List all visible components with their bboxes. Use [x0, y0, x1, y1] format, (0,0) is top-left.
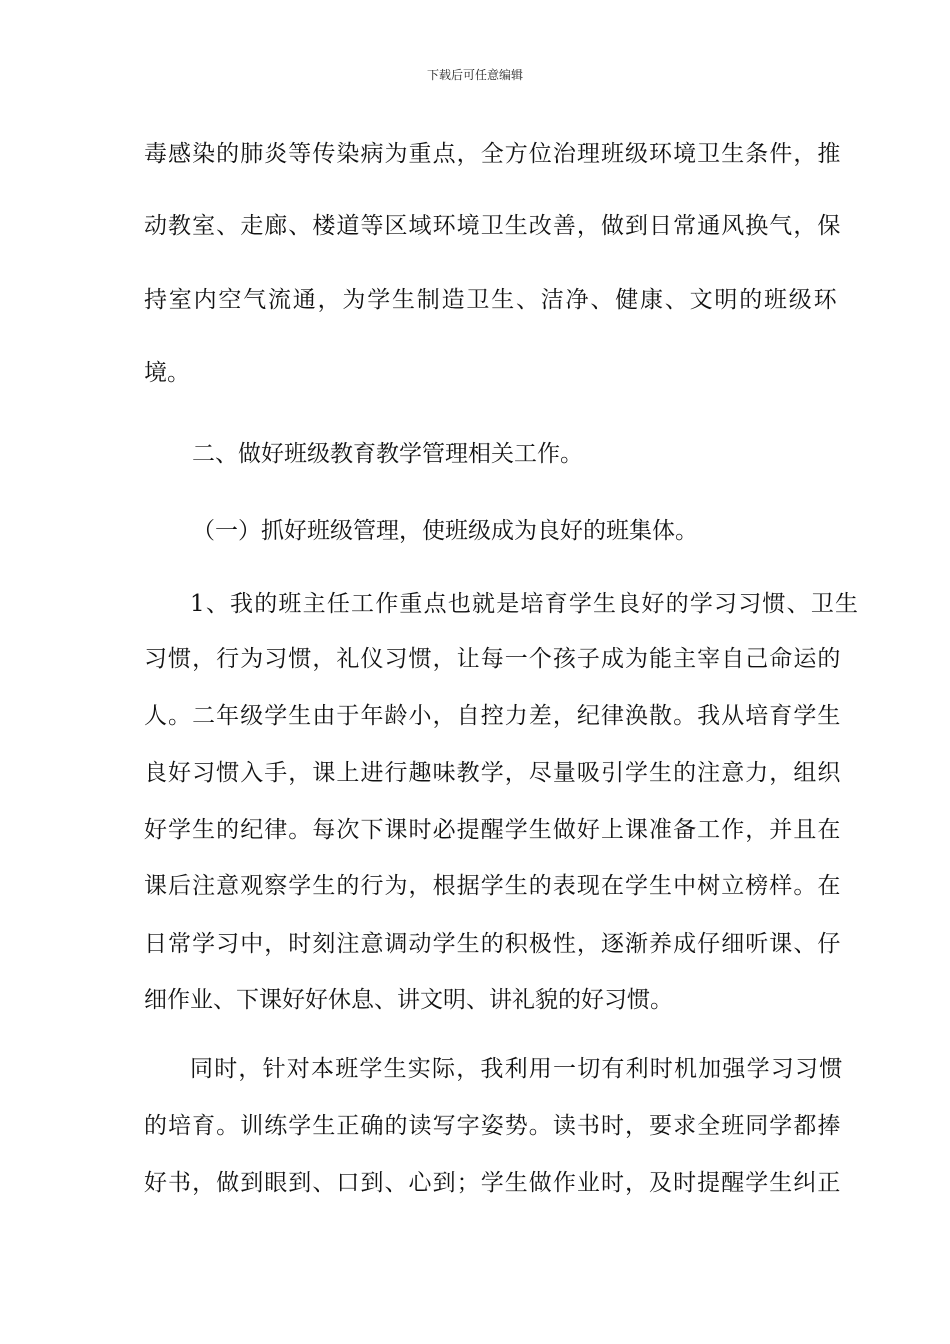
text-line: 习惯，行为习惯，礼仪习惯，让每一个孩子成为能主宰自己命运的 [144, 646, 842, 672]
text-line: 动教室、走廊、楼道等区域环境卫生改善，做到日常通风换气，保 [144, 213, 842, 239]
text-line: 的培育。训练学生正确的读写字姿势。读书时，要求全班同学都捧 [144, 1113, 842, 1139]
text-line: 好书，做到眼到、口到、心到；学生做作业时，及时提醒学生纠正 [144, 1170, 842, 1196]
text-line: 毒感染的肺炎等传染病为重点，全方位治理班级环境卫生条件，推 [144, 141, 842, 167]
text-line: 持室内空气流通，为学生制造卫生、洁净、健康、文明的班级环 [144, 287, 839, 313]
text-line: 1、我的班主任工作重点也就是培育学生良好的学习习惯、卫生 [190, 591, 860, 617]
text-line: 境。 [144, 360, 190, 386]
section-heading: 二、做好班级教育教学管理相关工作。 [192, 441, 583, 467]
text-line: 好学生的纪律。每次下课时必提醒学生做好上课准备工作，并且在 [144, 817, 842, 843]
text-line: 人。二年级学生由于年龄小，自控力差，纪律涣散。我从培育学生 [144, 703, 842, 729]
text-line: 同时，针对本班学生实际，我利用一切有利时机加强学习习惯 [190, 1056, 844, 1082]
text-line: 良好习惯入手，课上进行趣味教学，尽量吸引学生的注意力，组织 [144, 760, 842, 786]
text-line: 日常学习中，时刻注意调动学生的积极性，逐渐养成仔细听课、仔 [144, 931, 842, 957]
page-header-note: 下载后可任意编辑 [426, 68, 523, 82]
text-line: 细作业、下课好好休息、讲文明、讲礼貌的好习惯。 [144, 987, 673, 1013]
subsection-heading: （一）抓好班级管理，使班级成为良好的班集体。 [192, 518, 698, 544]
text-line: 课后注意观察学生的行为，根据学生的表现在学生中树立榜样。在 [144, 873, 842, 899]
